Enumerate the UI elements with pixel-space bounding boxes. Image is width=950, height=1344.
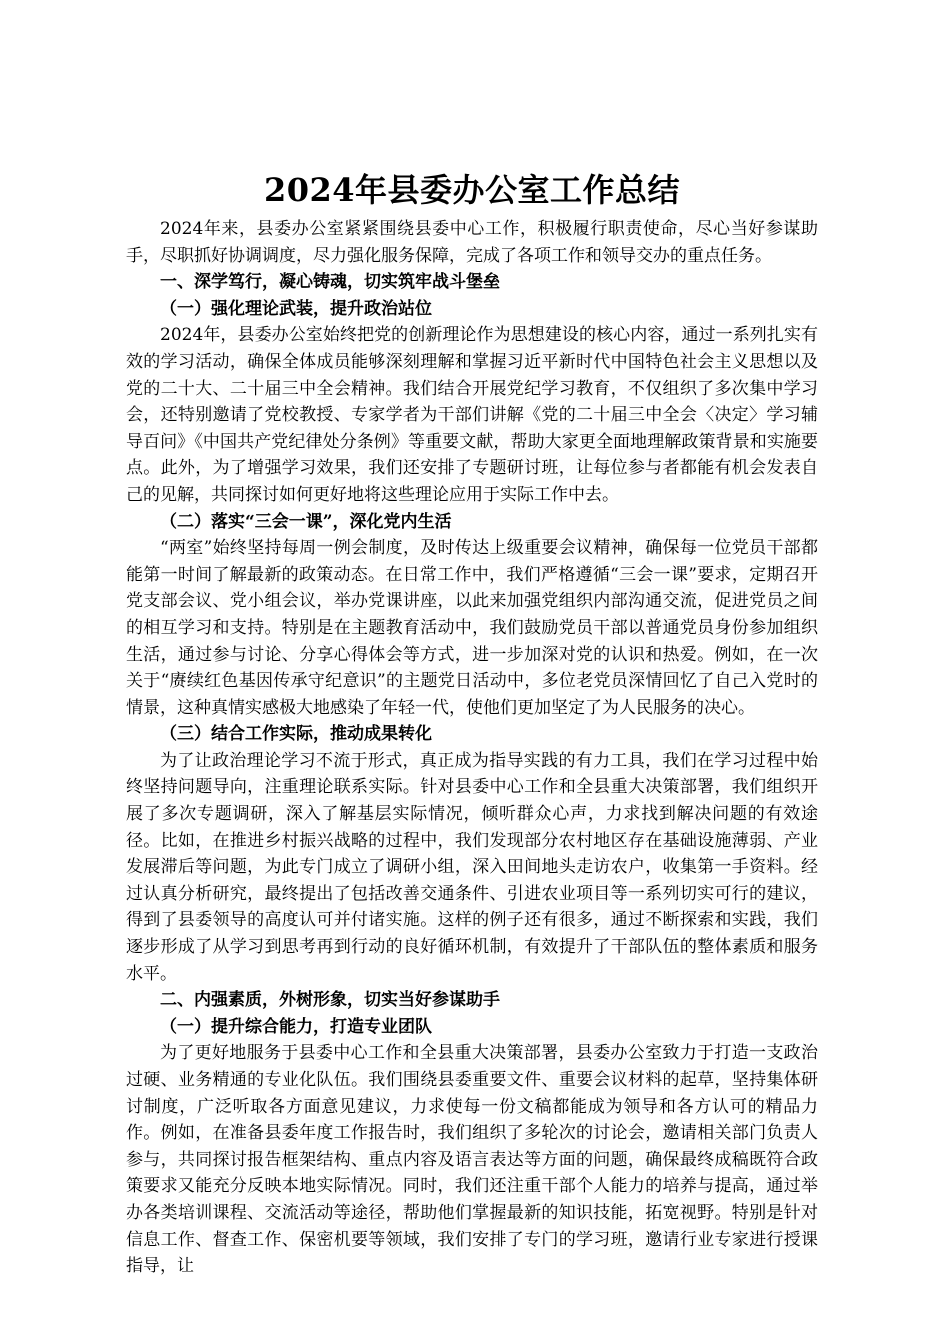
document-title: 2024年县委办公室工作总结: [263, 171, 681, 209]
section-1-sub-3-heading: （三）结合工作实际，推动成果转化: [160, 724, 432, 745]
section-1-sub-1-paragraph: 2024年，县委办公室始终把党的创新理论作为思想建设的核心内容，通过一系列扎实有效的学习活动，确保全体成员能够深刻理解和掌握习近平新时代中国特色社会主义思想以及党的二十大、二十届三中全会精神。我们结合开展党纪学习教育，不仅组织了多次集中学习会，还特别邀请了党校教授、专家学者为干部们讲解《党的二十届三中全会〈决定〉学习辅导百问》《中国共产党纪律处分条例》等重要文献，帮助大家更全面地理解政策背景和实施要点。此外，为了增强学习效果，我们还安排了专题研讨班，让每位参与者都能有机会发表自己的见解，共同探讨如何更好地将这些理论应用于实际工作中去。: [126, 325, 818, 505]
section-1-heading: 一、深学笃行，凝心铸魂，切实筑牢战斗堡垒: [160, 272, 500, 293]
section-1-sub-3-paragraph: 为了让政治理论学习不流于形式，真正成为指导实践的有力工具，我们在学习过程中始终坚持问题导向，注重理论联系实际。针对县委中心工作和全县重大决策部署，我们组织开展了多次专题调研，深入了解基层实际情况，倾听群众心声，力求找到解决问题的有效途径。比如，在推进乡村振兴战略的过程中，我们发现部分农村地区存在基础设施薄弱、产业发展滞后等问题，为此专门成立了调研小组，深入田间地头走访农户，收集第一手资料。经过认真分析研究，最终提出了包括改善交通条件、引进农业项目等一系列切实可行的建议，得到了县委领导的高度认可并付诸实施。这样的例子还有很多，通过不断探索和实践，我们逐步形成了从学习到思考再到行动的良好循环机制，有效提升了干部队伍的整体素质和服务水平。: [126, 750, 818, 984]
section-1-sub-2-paragraph: “两室”始终坚持每周一例会制度，及时传达上级重要会议精神，确保每一位党员干部都能第一时间了解最新的政策动态。在日常工作中，我们严格遵循“三会一课”要求，定期召开党支部会议、党小组会议，举办党课讲座，以此来加强党组织内部沟通交流，促进党员之间的相互学习和支持。特别是在主题教育活动中，我们鼓励党员干部以普通党员身份参加组织生活，通过参与讨论、分享心得体会等方式，进一步加深对党的认识和热爱。例如，在一次关于“赓续红色基因传承守纪意识”的主题党日活动中，多位老党员深情回忆了自己入党时的情景，这种真情实感极大地感染了年轻一代，使他们更加坚定了为人民服务的决心。: [126, 538, 818, 718]
intro-paragraph: 2024年来，县委办公室紧紧围绕县委中心工作，积极履行职责使命，尽心当好参谋助手，尽职抓好协调调度，尽力强化服务保障，完成了各项工作和领导交办的重点任务。: [126, 219, 818, 266]
section-1-sub-1-heading: （一）强化理论武装，提升政治站位: [160, 298, 432, 319]
section-1-sub-2-heading: （二）落实“三会一课”，深化党内生活: [160, 511, 452, 532]
section-2-heading: 二、内强素质，外树形象，切实当好参谋助手: [160, 990, 500, 1011]
section-2-sub-1-heading: （一）提升综合能力，打造专业团队: [160, 1016, 432, 1037]
document-page: [126, 168, 818, 1280]
section-2-sub-1-paragraph: 为了更好地服务于县委中心工作和全县重大决策部署，县委办公室致力于打造一支政治过硬、业务精通的专业化队伍。我们围绕县委重要文件、重要会议材料的起草，坚持集体研讨制度，广泛听取各方面意见建议，力求使每一份文稿都能成为领导和各方认可的精品力作。例如，在准备县委年度工作报告时，我们组织了多轮次的讨论会，邀请相关部门负责人参与，共同探讨报告框架结构、重点内容及语言表达等方面的问题，确保最终成稿既符合政策要求又能充分反映本地实际情况。同时，我们还注重干部个人能力的培养与提高，通过举办各类培训课程、交流活动等途径，帮助他们掌握最新的知识技能，拓宽视野。特别是针对信息工作、督查工作、保密机要等领域，我们安排了专门的学习班，邀请行业专家进行授课指导，让: [126, 1043, 818, 1277]
